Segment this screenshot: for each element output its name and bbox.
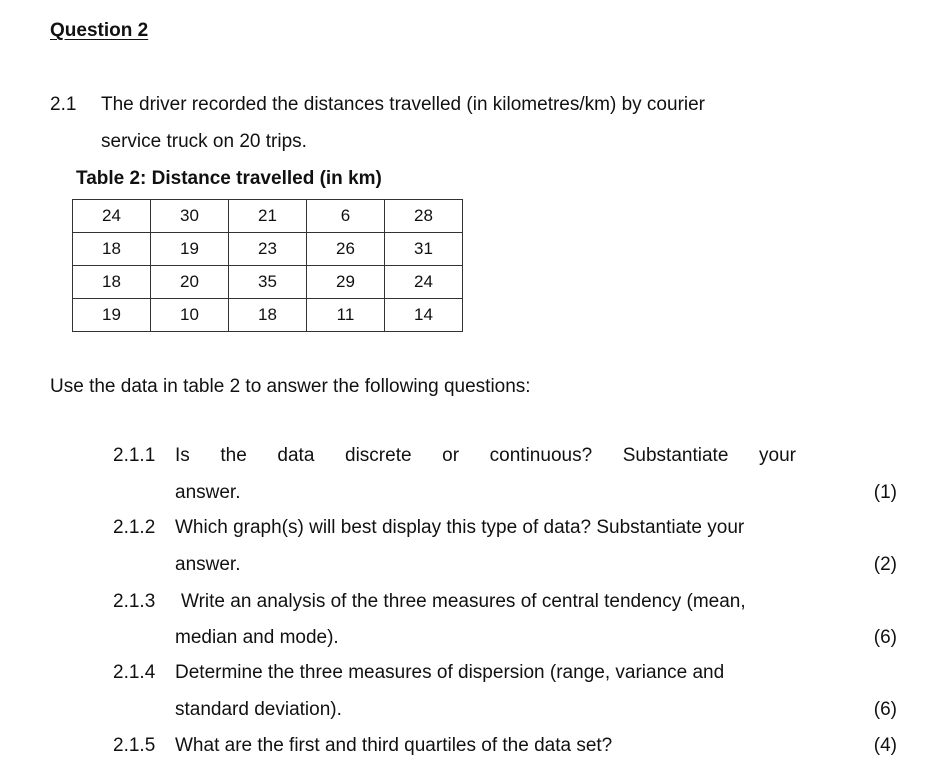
subquestion-number: 2.1.2	[113, 517, 156, 538]
word: continuous?	[489, 445, 593, 466]
subquestion-text-line-1: Determine the three measures of dispersion (range, variance and	[175, 662, 725, 683]
subquestion-text-line-2: median and mode).	[175, 627, 339, 648]
question-heading: Question 2	[50, 20, 149, 41]
subquestion-text-line-1: Write an analysis of the three measures of central tendency (mean,	[181, 591, 746, 612]
subquestion-text-line-1	[175, 445, 796, 467]
subquestion-number: 2.1.1	[113, 445, 156, 466]
distance-table	[72, 199, 463, 332]
table-cell: 26	[307, 233, 385, 266]
word: Substantiate	[622, 445, 729, 466]
word: the	[220, 445, 247, 466]
table-cell: 19	[151, 233, 229, 266]
question-text-line-2: service truck on 20 trips.	[101, 131, 307, 152]
marks: (6)	[873, 699, 897, 720]
table-cell: 28	[385, 200, 463, 233]
table-cell: 18	[73, 266, 151, 299]
table-cell: 29	[307, 266, 385, 299]
subquestion-text-line-1: Which graph(s) will best display this type of data? Substantiate your	[175, 517, 745, 538]
table-cell: 30	[151, 200, 229, 233]
subquestion-number: 2.1.4	[113, 662, 156, 683]
table-cell: 18	[229, 299, 307, 332]
subquestion-text-line-2: answer.	[175, 482, 241, 503]
word: or	[442, 445, 460, 466]
table-cell: 14	[385, 299, 463, 332]
table-cell: 24	[73, 200, 151, 233]
subquestion-number: 2.1.3	[113, 591, 156, 612]
marks: (2)	[873, 554, 897, 575]
table-cell: 20	[151, 266, 229, 299]
marks: (1)	[873, 482, 897, 503]
table-row	[73, 200, 463, 233]
subquestion-number: 2.1.5	[113, 735, 156, 756]
table-cell: 31	[385, 233, 463, 266]
table-cell: 11	[307, 299, 385, 332]
table-row	[73, 266, 463, 299]
table-cell: 24	[385, 266, 463, 299]
marks: (6)	[873, 627, 897, 648]
table-cell: 21	[229, 200, 307, 233]
table-row	[73, 299, 463, 332]
table-cell: 6	[307, 200, 385, 233]
instruction-text: Use the data in table 2 to answer the following questions:	[50, 376, 531, 397]
word: your	[759, 445, 796, 466]
word: Is	[175, 445, 190, 466]
table-cell: 35	[229, 266, 307, 299]
table-cell: 23	[229, 233, 307, 266]
table-cell: 10	[151, 299, 229, 332]
word: data	[277, 445, 315, 466]
table-row	[73, 233, 463, 266]
table-caption: Table 2: Distance travelled (in km)	[76, 168, 382, 189]
marks: (4)	[873, 735, 897, 756]
table-cell: 18	[73, 233, 151, 266]
table-cell: 19	[73, 299, 151, 332]
question-text-line-1: The driver recorded the distances travelled (in kilometres/km) by courier	[101, 94, 706, 115]
subquestion-text-line-2: answer.	[175, 554, 241, 575]
subquestion-text-line-1: What are the first and third quartiles of the data set?	[175, 735, 613, 756]
question-number: 2.1	[50, 94, 77, 115]
word: discrete	[345, 445, 412, 466]
subquestion-text-line-2: standard deviation).	[175, 699, 342, 720]
